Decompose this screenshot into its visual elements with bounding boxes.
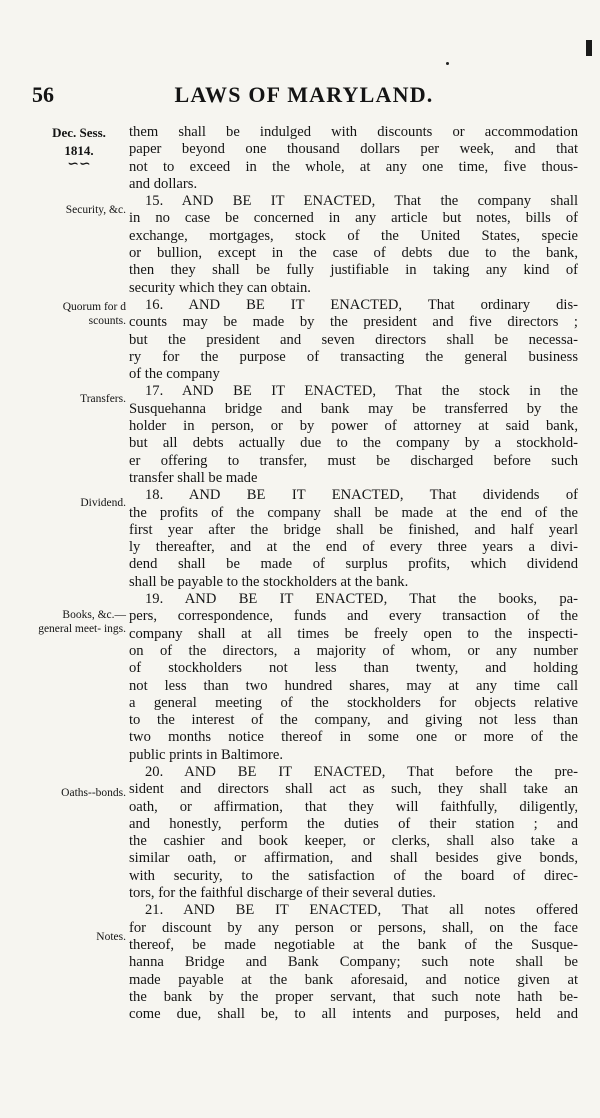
text-line: them shall be indulged with discounts or accommodation [129, 124, 578, 140]
section-20-heading: 20. AND BE IT ENACTED, That before the pre- [145, 763, 578, 780]
body-text [129, 124, 578, 1023]
page-header [24, 82, 584, 116]
text-line: a general meeting of the stockholders for objects relative [129, 694, 578, 711]
text-line: ry for the purpose of transacting the general business [129, 348, 578, 365]
text-line: made payable at the bank aforesaid, and notice given at [129, 971, 578, 988]
text-line: then they shall be fully justifiable in taking any kind of [129, 262, 578, 279]
running-head: LAWS OF MARYLAND. [174, 82, 434, 107]
text-line: holder in person, or by power of attorney at said bank, [129, 418, 578, 435]
text-line: oath, or affirmation, that they will faithfully, diligently, [129, 798, 578, 815]
text-line: two months notice thereof in some one or more of the [129, 729, 578, 746]
text-line: shall be payable to the stockholders at the bank. [129, 573, 409, 590]
text-line: public prints in Baltimore. [129, 746, 284, 763]
section-21-heading: 21. AND BE IT ENACTED, That all notes offered [145, 902, 578, 919]
text-line: on of the directors, a majority of whom, or any number [129, 642, 578, 659]
section-19-heading: 19. AND BE IT ENACTED, That the books, pa- [145, 591, 578, 608]
text-line: not to exceed in the whole, at any one time, five thous- [129, 158, 578, 175]
session-label: Dec. Sess. [52, 125, 106, 140]
margin-note-quorum: Quorum for d scounts. [62, 301, 126, 327]
margin-note-notes: Notes. [96, 931, 126, 943]
edge-mark [586, 40, 592, 56]
text-line: the bank by the proper servant, that such note hath be- [129, 988, 578, 1005]
section-17-heading: 17. AND BE IT ENACTED, That the stock in the [145, 383, 578, 400]
text-line: the profits of the company shall be made at the end of the [129, 504, 578, 521]
text-line: come due, shall be, to all intents and purposes, held and [129, 1006, 578, 1023]
text-line: for discount by any person or persons, shall, on the face [129, 919, 578, 936]
flourish-ornament: ∽∽ [67, 157, 91, 172]
margin-note-books: Books, &c.— general meet- ings. [38, 609, 126, 635]
text-line: first year after the bridge shall be finished, and half yearl [129, 521, 578, 538]
text-line: similar oath, or affirmation, and shall besides give bonds, [129, 850, 578, 867]
margin-note-security: Security, &c. [65, 204, 126, 216]
ink-speck [446, 62, 449, 65]
session-year: 1814. [64, 143, 94, 158]
section-16-heading: 16. AND BE IT ENACTED, That ordinary dis- [145, 296, 578, 313]
text-line: in no case be concerned in any article but notes, bills of [129, 210, 578, 227]
text-line: tors, for the faithful discharge of their several duties. [129, 885, 436, 902]
text-line: to the interest of the company, and giving not less than [129, 712, 578, 729]
section-15-heading: 15. AND BE IT ENACTED, That the company shall [145, 193, 578, 210]
text-line: or bullion, except in the case of debts due to the bank, [129, 245, 578, 262]
text-line: ly thereafter, and at the end of every three years a divi- [129, 539, 578, 556]
text-line: er offering to transfer, must be discharged before such [129, 452, 578, 469]
margin-note-dividend: Dividend. [80, 497, 126, 509]
text-line: transfer shall be made [129, 469, 258, 486]
section-18-heading: 18. AND BE IT ENACTED, That dividends of [145, 487, 578, 504]
text-line: counts may be made by the president and five directors ; [129, 314, 578, 331]
text-line: dend shall be made of surplus profits, which dividend [129, 556, 578, 573]
text-line: but the president and seven directors shall be necessa- [129, 331, 578, 348]
margin-note-transfers: Transfers. [80, 393, 126, 405]
text-line: sident and directors shall act as such, they shall take an [129, 781, 578, 798]
text-line: thereof, be made negotiable at the bank of the Susque- [129, 936, 578, 953]
session-note [28, 124, 130, 170]
page-number: 56 [32, 82, 54, 107]
text-line: and dollars. [129, 175, 198, 192]
text-line: paper beyond one thousand dollars per week, and that [129, 141, 578, 158]
text-line: not less than two hundred shares, may at any time call [129, 677, 578, 694]
text-line: the cashier and book keeper, or clerks, shall also take a [129, 833, 578, 850]
text-line: Susquehanna bridge and bank may be transferred by the [129, 400, 578, 417]
text-line: hanna Bridge and Bank Company; such note shall be [129, 954, 578, 971]
text-line: company shall at all times be freely open to the inspecti- [129, 625, 578, 642]
text-line: but all debts actually due to the company by a stockhold- [129, 435, 578, 452]
text-line: pers, correspondence, funds and every transaction of the [129, 608, 578, 625]
text-line: exchange, mortgages, stock of the United States, specie [129, 227, 578, 244]
text-line: security which they can obtain. [129, 279, 311, 296]
margin-note-oaths: Oaths--bonds. [61, 787, 126, 799]
text-line: of the company [129, 366, 220, 383]
text-line: of stockholders not less than twenty, and holding [129, 660, 578, 677]
text-line: and honestly, perform the duties of their station ; and [129, 815, 578, 832]
text-line: with security, to the satisfaction of the board of direc- [129, 867, 578, 884]
